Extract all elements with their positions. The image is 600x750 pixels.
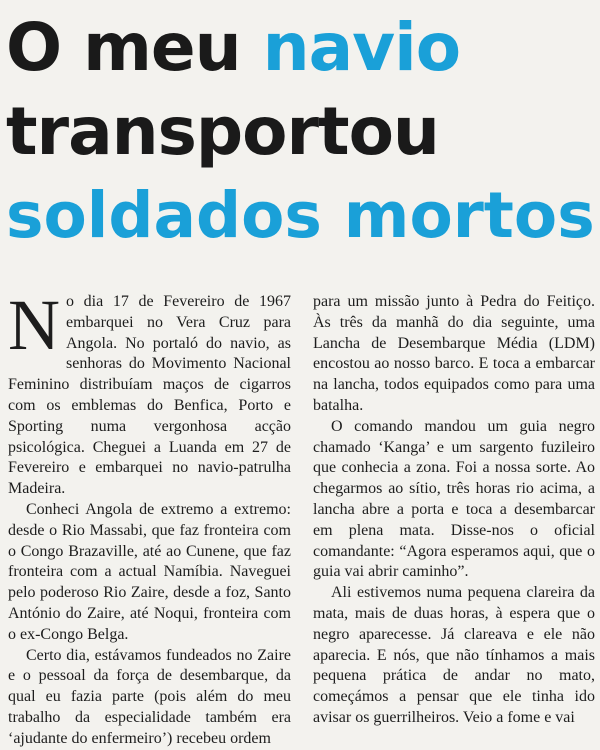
paragraph-5: O comando mandou um guia negro chamado ‘Kanga’ e um sargento fuzileiro que conhecia a zona. Foi a nossa sorte. Ao chegarmos ao sítio, três horas rio acima, a lancha abre a porta e toca a desembarcar em plena mata. Disse-nos o oficial comandante: “Agora esperamos aqui, que o guia vai abrir caminho”. <box>313 417 595 581</box>
paragraph-6: Ali estivemos numa pequena clareira da mata, mais de duas horas, à espera que o negro aparecesse. Já clareava e ele não aparecia. E nós, que não tínhamos a mais pequena prática de andar no mato, começámos a pensar que ele tinha ido avisar os guerrilheiros. Veio a fome e vai <box>313 584 595 726</box>
drop-cap: N <box>8 285 60 365</box>
article-column-right <box>313 292 595 729</box>
headline-line-1 <box>6 6 598 90</box>
headline <box>6 6 598 258</box>
paragraph-2: Conheci Angola de extremo a extremo: desde o Rio Massabi, que faz fronteira com o Congo Brazaville, até ao Cunene, que faz fronteira com a actual Namíbia. Naveguei pelo poderoso Rio Zaire, desde a foz, Santo António do Zaire, até Noqui, fronteira com o ex-Congo Belga. <box>8 500 291 643</box>
paragraph-3: Certo dia, estávamos fundeados no Zaire e o pessoal da força de desembarque, da qual eu fazia parte (pois além do meu trabalho da especialidade também era ‘ajudante do enfermeiro’) recebeu ordem <box>8 646 291 747</box>
paragraph-4: para um missão junto à Pedra do Feitiço. Às três da manhã do dia seguinte, uma Lancha de Desembarque Média (LDM) encostou ao nosso barco. E toca a embarcar na lancha, todos equipados como para uma batalha. <box>313 293 595 414</box>
paragraph-1-text: o dia 17 de Fevereiro de 1967 embarquei no Vera Cruz para Angola. No portaló do navio, as senhoras do Movimento Nacional Feminino distribuíam maços de cigarros com os emblemas do Benfica, Porto e Sporting numa vergonhosa acção psicológica. Cheguei a Luanda em 27 de Fevereiro e embarquei no navio-patrulha Madeira. <box>8 293 291 498</box>
article-column-left <box>8 285 291 750</box>
paragraph-1 <box>8 285 291 500</box>
headline-line-2: transportou <box>6 93 439 170</box>
headline-line-3: soldados mortos <box>6 179 595 252</box>
headline-word-blue: navio <box>262 9 461 86</box>
headline-word-dark: O meu <box>6 9 263 86</box>
